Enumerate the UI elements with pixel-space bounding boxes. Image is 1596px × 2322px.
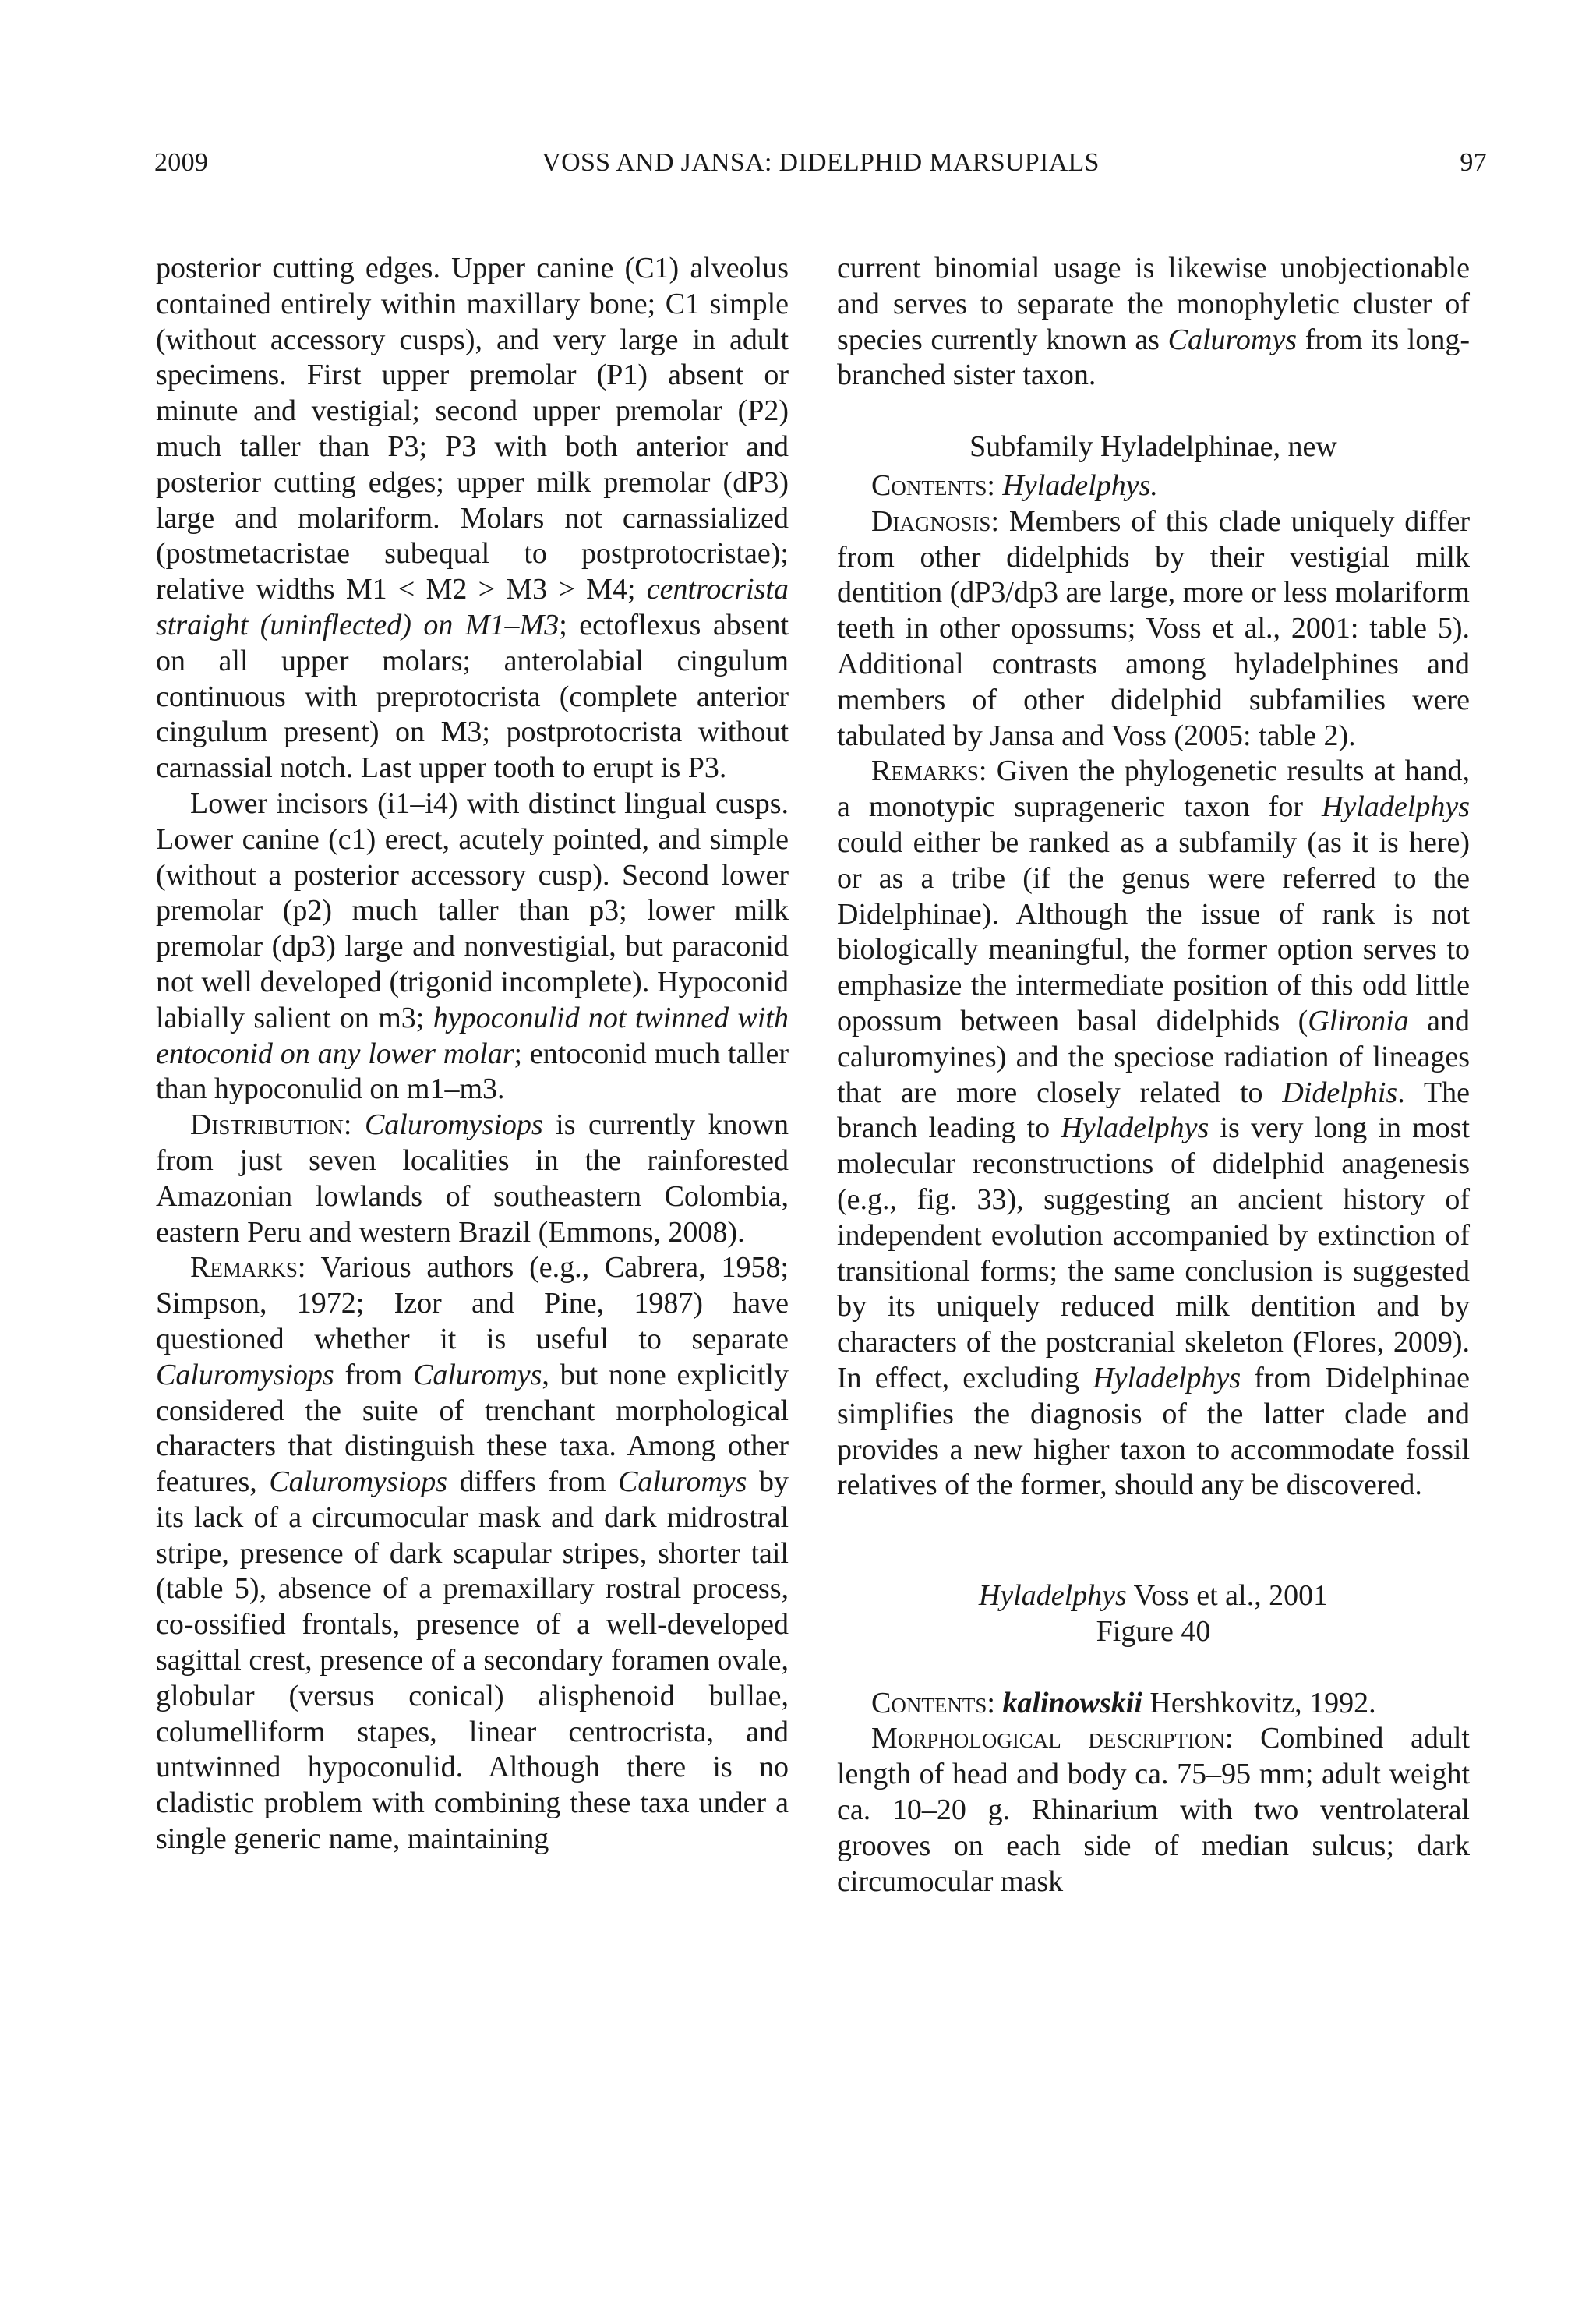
remarks-label: Remarks: (871, 755, 987, 788)
continued-paragraph: current binomial usage is likewise unobjectionable and serves to separate the monophyletic cluster of species currently known as Caluromys from its long-branched sister taxon. (837, 252, 1470, 392)
header-year: 2009 (154, 148, 209, 177)
contents-label: Contents: (871, 468, 995, 502)
figure-reference: Figure 40 (1096, 1614, 1211, 1648)
page-number: 97 (1460, 148, 1487, 177)
morphological-description-paragraph: Morphological description: Combined adult length of head and body ca. 75–95 mm; adult weight ca. 10–20 g. Rhinarium with two ventrolateral grooves on each side of median sulcus; dark circumocular mask (837, 1722, 1470, 1898)
header-running-title: VOSS AND JANSA: DIDELPHID MARSUPIALS (542, 148, 1100, 177)
right-column (837, 251, 1470, 1900)
running-header (154, 145, 1487, 181)
contents-label: Contents: (871, 1686, 995, 1719)
diagnosis-paragraph: Diagnosis: Members of this clade uniquely differ from other didelphids by their vestigial milk dentition (dP3/dp3 are large, more or less molariform teeth in other opossums; Voss et al., 2001: table 5). Additional contrasts among hyladelphines and members of other didelphid subfamilies were tabulated by Jansa and Voss (2005: table 2). (837, 504, 1470, 752)
lower-dentition-paragraph: Lower incisors (i1–i4) with distinct lingual cusps. Lower canine (c1) erect, acutely pointed, and simple (without a posterior accessory cusp). Second lower premolar (p2) much taller than p3; lower milk premolar (dp3) large and nonvestigial, but paraconid not well developed (trigonid incomplete). Hypoconid labially salient on m3; hypoconulid not twinned with entoconid on any lower molar; entoconid much taller than hypoconulid on m1–m3. (156, 786, 789, 1106)
contents-paragraph: Contents: Hyladelphys. (871, 468, 1158, 502)
genus-heading: Hyladelphys Voss et al., 2001 (978, 1579, 1329, 1613)
morphological-description-label: Morphological description: (871, 1722, 1234, 1755)
subfamily-remarks-paragraph: Remarks: Given the phylogenetic results at hand, a monotypic suprageneric taxon for Hyladelphys could either be ranked as a subfamily (as it is here) or as a tribe (if the genus were referred to the Didelphinae). Although the issue of rank is not biologically meaningful, the former option serves to emphasize the intermediate position of this odd little opossum between basal didelphids (Glironia and caluromyines) and the speciose radiation of lineages that are more closely related to Didelphis. The branch leading to Hyladelphys is very long in most molecular reconstructions of didelphid anagenesis (e.g., fig. 33), suggesting an ancient history of independent evolution accompanied by extinction of transitional forms; the same conclusion is suggested by its uniquely reduced milk dentition and by characters of the postcranial skeleton (Flores, 2009). In effect, excluding Hyladelphys from Didelphinae simplifies the diagnosis of the latter clade and provides a new higher taxon to accommodate fossil relatives of the former, should any be discovered. (837, 755, 1470, 1502)
distribution-paragraph: Distribution: Caluromysiops is currently known from just seven localities in the rainforested Amazonian lowlands of southeastern Colombia, eastern Peru and western Brazil (Emmons, 2008). (156, 1108, 789, 1249)
diagnosis-label: Diagnosis: (871, 504, 1000, 538)
remarks-paragraph: Remarks: Various authors (e.g., Cabrera, 1958; Simpson, 1972; Izor and Pine, 1987) have questioned whether it is useful to separate Caluromysiops from Caluromys, but none explicitly considered the suite of trenchant morphological characters that distinguish these taxa. Among other features, Caluromysiops differs from Caluromys by its lack of a circumocular mask and dark midrostral stripe, presence of dark scapular stripes, shorter tail (table 5), absence of a premaxillary rostral process, co-ossified frontals, presence of a well-developed sagittal crest, presence of a secondary foramen ovale, globular (versus conical) alisphenoid bullae, columelliform stapes, linear centrocrista, and untwinned hypoconulid. Although there is no cladistic problem with combining these taxa under a single generic name, maintaining (156, 1251, 789, 1856)
subfamily-heading: Subfamily Hyladelphinae, new (969, 430, 1337, 464)
species-contents-paragraph: Contents: kalinowskii Hershkovitz, 1992. (871, 1686, 1376, 1719)
left-column (156, 251, 789, 1857)
distribution-label: Distribution: (190, 1108, 352, 1142)
dental-description-paragraph: posterior cutting edges. Upper canine (C1) alveolus contained entirely within maxillary bone; C1 simple (without accessory cusps), and very large in adult specimens. First upper premolar (P1) absent or minute and vestigial; second upper premolar (P2) much taller than P3; P3 with both anterior and posterior cutting edges; upper milk premolar (dP3) large and molariform. Molars not carnassialized (postmetacristae subequal to postprotocristae); relative widths M1 < M2 > M3 > M4; centrocrista straight (uninflected) on M1–M3; ectoflexus absent on all upper molars; anterolabial cingulum continuous with preprotocrista (complete anterior cingulum present) on M3; postprotocrista without carnassial notch. Last upper tooth to erupt is P3. (156, 252, 789, 785)
remarks-label: Remarks: (190, 1251, 306, 1285)
